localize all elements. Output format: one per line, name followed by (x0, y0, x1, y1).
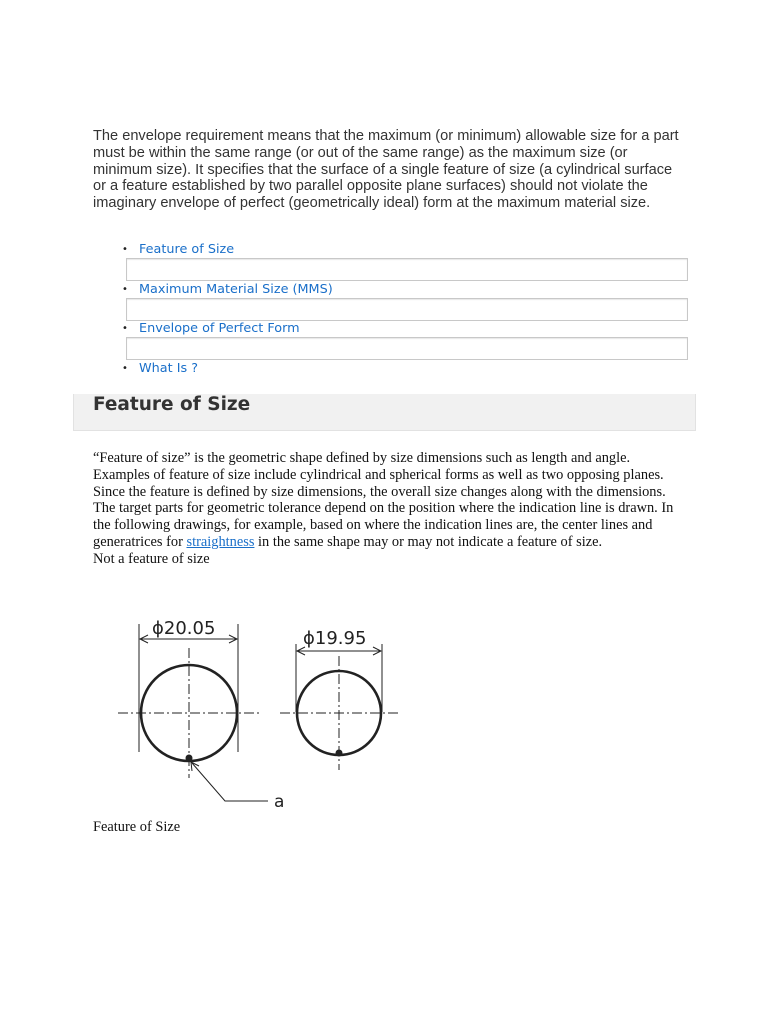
dimension-label-right: ϕ19.95 (303, 628, 367, 649)
feature-of-size-diagram (108, 612, 408, 812)
section-paragraph-1: “Feature of size” is the geometric shape defined by size dimensions such as length and angle. Examples of feature of size include cylindrical and spherical forms as well as two opposing planes. Since the feature is defined by size dimensions, the overall size changes along with the dimensions. (93, 450, 666, 500)
toc-item-box (126, 258, 688, 281)
toc-item-box (126, 298, 688, 321)
toc-item-box (126, 337, 688, 360)
intro-paragraph: The envelope requirement means that the maximum (or minimum) allowable size for a part must be within the same range (or out of the same range) as the maximum size (or minimum size). It specifies that the surface of a single feature of size (a cylindrical surface or a feature established by two parallel opposite plane surfaces) should not violate the imaginary envelope of perfect (geometrically ideal) form at the maximum material size. (93, 128, 679, 212)
toc-link-maximum-material-size[interactable]: Maximum Material Size (MMS) (139, 281, 333, 297)
section-paragraph-2 (93, 500, 683, 550)
figure-caption: Feature of Size (93, 819, 181, 835)
paragraph-text: The target parts for geometric tolerance depend on the position where the indication line is drawn. In the following drawings, for example, based on where the indication lines are, the center lines and generatrices for (93, 500, 674, 550)
section-title: Feature of Size (93, 394, 251, 415)
point-marker (186, 755, 193, 762)
toc-link-what-is[interactable]: What Is ? (139, 360, 198, 376)
figure-label: Not a feature of size (93, 550, 210, 567)
toc-link-envelope-of-perfect-form[interactable]: Envelope of Perfect Form (139, 321, 300, 336)
straightness-link[interactable]: straightness (186, 533, 255, 550)
paragraph-text: in the same shape may or may not indicate a feature of size. (254, 533, 603, 550)
point-marker (336, 750, 343, 757)
bullet-icon: • (122, 323, 128, 334)
dimension-label-left: ϕ20.05 (152, 618, 216, 639)
toc-link-feature-of-size[interactable]: Feature of Size (139, 242, 235, 257)
table-of-contents (93, 240, 693, 398)
toc-item (93, 280, 693, 320)
section-body (93, 450, 683, 568)
toc-item (93, 319, 693, 359)
section-header (73, 394, 696, 431)
bullet-icon: • (122, 244, 128, 255)
bullet-icon: • (122, 283, 128, 295)
toc-item (93, 359, 693, 399)
toc-item (93, 240, 693, 280)
bullet-icon: • (122, 362, 128, 374)
callout-label: a (274, 792, 285, 812)
leader-line (192, 763, 268, 801)
